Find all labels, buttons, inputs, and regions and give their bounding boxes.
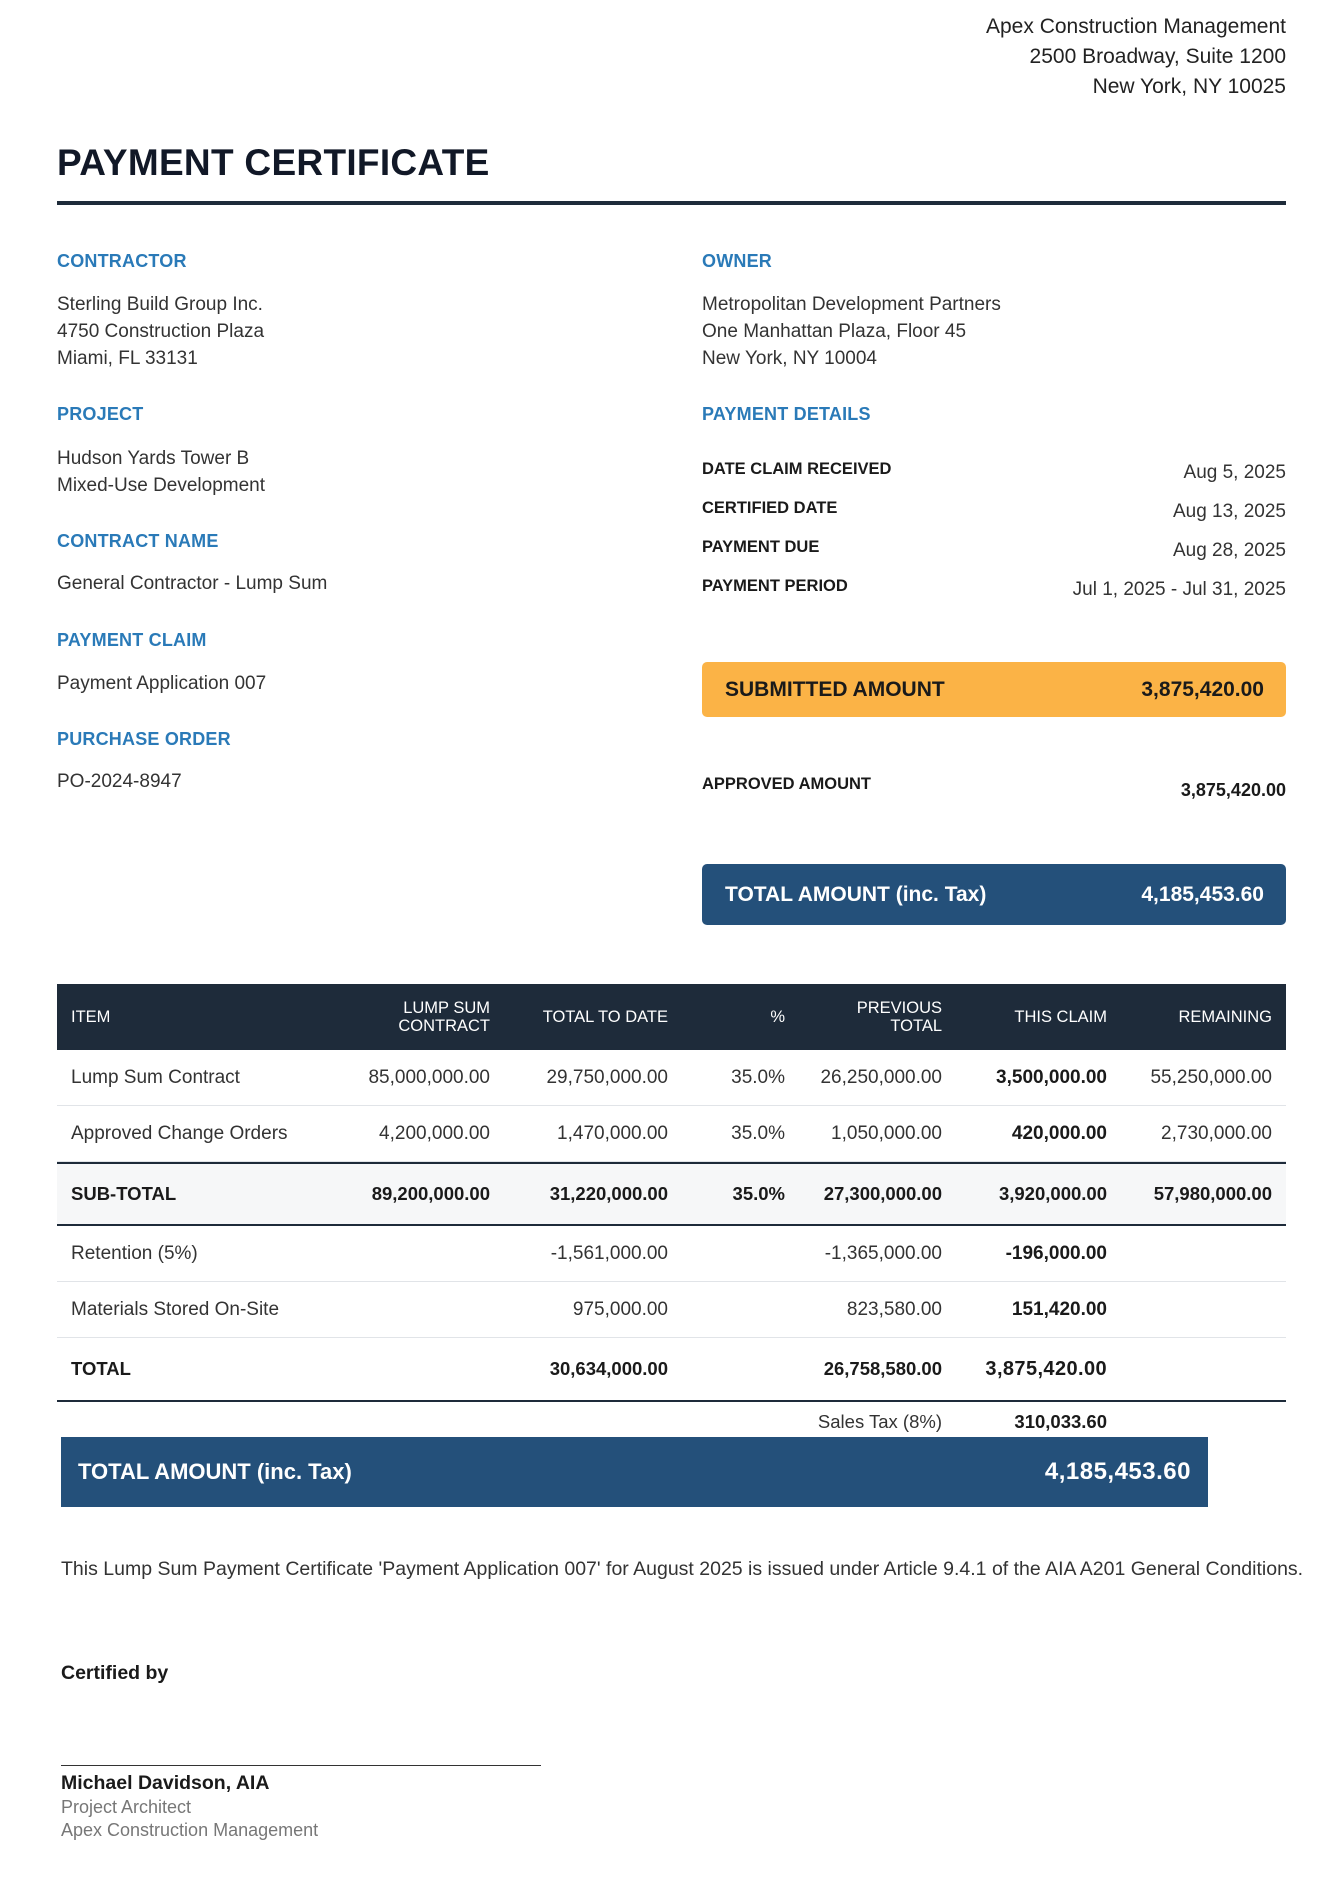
cell-lump: 85,000,000.00	[368, 1066, 490, 1088]
contractor-address-line1: 4750 Construction Plaza	[57, 321, 265, 342]
total-prev: 26,758,580.00	[823, 1358, 942, 1379]
total-row	[57, 1338, 1286, 1402]
table-row	[57, 1226, 1286, 1282]
contractor-details	[57, 291, 264, 372]
cell-claim: -196,000.00	[1005, 1242, 1107, 1264]
summary-total-value: 4,185,453.60	[1141, 882, 1264, 906]
sales-tax-label: Sales Tax (8%)	[817, 1411, 942, 1432]
header-percent: %	[770, 1008, 785, 1026]
payment-claim-value: Payment Application 007	[57, 673, 267, 694]
certified-by-label: Certified by	[61, 1662, 169, 1684]
subtotal-to-date: 31,220,000.00	[549, 1183, 668, 1204]
payment-due-value: Aug 28, 2025	[1172, 540, 1286, 561]
header-prev-line2: TOTAL	[890, 1017, 942, 1035]
table-header	[57, 984, 1286, 1050]
subtotal-row	[57, 1162, 1286, 1226]
signer-role: Project Architect	[61, 1797, 192, 1817]
approved-amount-value: 3,875,420.00	[1180, 780, 1286, 800]
project-line2: Mixed-Use Development	[57, 475, 266, 496]
grand-total-bar	[61, 1437, 1208, 1507]
owner-address-line1: One Manhattan Plaza, Floor 45	[702, 321, 967, 342]
header-total-to-date: TOTAL TO DATE	[542, 1008, 668, 1026]
owner-label: OWNER	[702, 251, 772, 271]
date-claim-received-value: Aug 5, 2025	[1183, 462, 1286, 483]
cell-item: Retention (5%)	[71, 1242, 198, 1264]
subtotal-claim: 3,920,000.00	[998, 1183, 1107, 1204]
subtotal-label: SUB-TOTAL	[71, 1183, 177, 1204]
project-details	[57, 445, 265, 499]
payment-period-value: Jul 1, 2025 - Jul 31, 2025	[1072, 579, 1286, 600]
page-title: PAYMENT CERTIFICATE	[57, 142, 490, 183]
subtotal-pct: 35.0%	[732, 1183, 785, 1204]
claim-table	[57, 984, 1286, 1402]
total-to-date: 30,634,000.00	[549, 1358, 668, 1379]
purchase-order-value: PO-2024-8947	[57, 771, 182, 792]
grand-total-label: TOTAL AMOUNT (inc. Tax)	[78, 1459, 352, 1484]
company-address-line1: 2500 Broadway, Suite 1200	[1029, 45, 1286, 68]
cell-pct: 35.0%	[731, 1066, 785, 1088]
table-row	[57, 1106, 1286, 1162]
submitted-amount-label: SUBMITTED AMOUNT	[725, 677, 945, 701]
payment-claim-label: PAYMENT CLAIM	[57, 630, 207, 650]
total-claim: 3,875,420.00	[985, 1357, 1107, 1380]
summary-total-label: TOTAL AMOUNT (inc. Tax)	[725, 882, 987, 906]
summary-total-box	[702, 864, 1286, 925]
cell-to-date: 29,750,000.00	[546, 1066, 668, 1088]
submitted-amount-value: 3,875,420.00	[1141, 677, 1264, 701]
cell-claim: 151,420.00	[1011, 1298, 1107, 1320]
cell-item: Materials Stored On-Site	[71, 1298, 280, 1320]
date-claim-received-label: DATE CLAIM RECEIVED	[702, 460, 892, 478]
cell-pct: 35.0%	[731, 1122, 785, 1144]
header-item: ITEM	[71, 1008, 111, 1026]
payment-details-label: PAYMENT DETAILS	[702, 404, 871, 424]
submitted-amount-box	[702, 662, 1286, 717]
cell-prev: 1,050,000.00	[831, 1122, 942, 1144]
company-address-block	[986, 12, 1286, 102]
owner-name: Metropolitan Development Partners	[702, 294, 1001, 315]
purchase-order-label: PURCHASE ORDER	[57, 729, 231, 749]
cell-item: Approved Change Orders	[71, 1122, 288, 1144]
title-divider	[57, 201, 1286, 205]
contractor-name: Sterling Build Group Inc.	[57, 294, 263, 315]
total-label: TOTAL	[71, 1358, 131, 1379]
certified-date-label: CERTIFIED DATE	[702, 499, 838, 517]
table-row	[57, 1050, 1286, 1106]
project-label: PROJECT	[57, 404, 144, 424]
contractor-address-line2: Miami, FL 33131	[57, 348, 198, 369]
certified-date-value: Aug 13, 2025	[1172, 501, 1286, 522]
approved-amount-label: APPROVED AMOUNT	[702, 775, 871, 793]
header-this-claim: THIS CLAIM	[1014, 1008, 1107, 1026]
subtotal-lump: 89,200,000.00	[371, 1183, 490, 1204]
cell-item: Lump Sum Contract	[71, 1066, 240, 1088]
subtotal-prev: 27,300,000.00	[823, 1183, 942, 1204]
header-lump-line1: LUMP SUM	[403, 999, 490, 1017]
sales-tax-value: 310,033.60	[1014, 1411, 1107, 1432]
header-previous-total	[792, 984, 942, 1050]
signature-line	[61, 1765, 541, 1766]
header-lump-sum-contract	[337, 984, 490, 1050]
certificate-statement: This Lump Sum Payment Certificate 'Payment Application 007' for August 2025 is issued under Article 9.4.1 of the AIA A201 General Conditions.	[61, 1558, 1304, 1580]
owner-address-line2: New York, NY 10004	[702, 348, 877, 369]
header-prev-line1: PREVIOUS	[856, 999, 942, 1017]
grand-total-value: 4,185,453.60	[1044, 1458, 1191, 1485]
contract-name-value: General Contractor - Lump Sum	[57, 573, 328, 594]
contractor-label: CONTRACTOR	[57, 251, 187, 271]
table-row	[57, 1282, 1286, 1338]
company-name: Apex Construction Management	[986, 15, 1286, 38]
owner-details	[702, 291, 1001, 372]
subtotal-remaining: 57,980,000.00	[1153, 1183, 1272, 1204]
header-lump-line2: CONTRACT	[398, 1017, 490, 1035]
signer-name: Michael Davidson, AIA	[61, 1772, 270, 1794]
payment-due-label: PAYMENT DUE	[702, 538, 820, 556]
contract-name-label: CONTRACT NAME	[57, 531, 219, 551]
cell-claim: 420,000.00	[1011, 1122, 1107, 1144]
company-address-line2: New York, NY 10025	[1092, 75, 1286, 98]
cell-prev: 26,250,000.00	[820, 1066, 942, 1088]
cell-prev: 823,580.00	[846, 1298, 942, 1320]
cell-to-date: 975,000.00	[572, 1298, 668, 1320]
cell-to-date: -1,561,000.00	[550, 1242, 668, 1264]
project-line1: Hudson Yards Tower B	[57, 448, 250, 469]
cell-to-date: 1,470,000.00	[557, 1122, 668, 1144]
signer-company: Apex Construction Management	[61, 1820, 319, 1840]
cell-remaining: 2,730,000.00	[1161, 1122, 1272, 1144]
payment-period-label: PAYMENT PERIOD	[702, 577, 848, 595]
cell-claim: 3,500,000.00	[996, 1066, 1107, 1088]
cell-lump: 4,200,000.00	[379, 1122, 490, 1144]
header-remaining: REMAINING	[1178, 1008, 1272, 1026]
cell-remaining: 55,250,000.00	[1150, 1066, 1272, 1088]
cell-prev: -1,365,000.00	[824, 1242, 942, 1264]
